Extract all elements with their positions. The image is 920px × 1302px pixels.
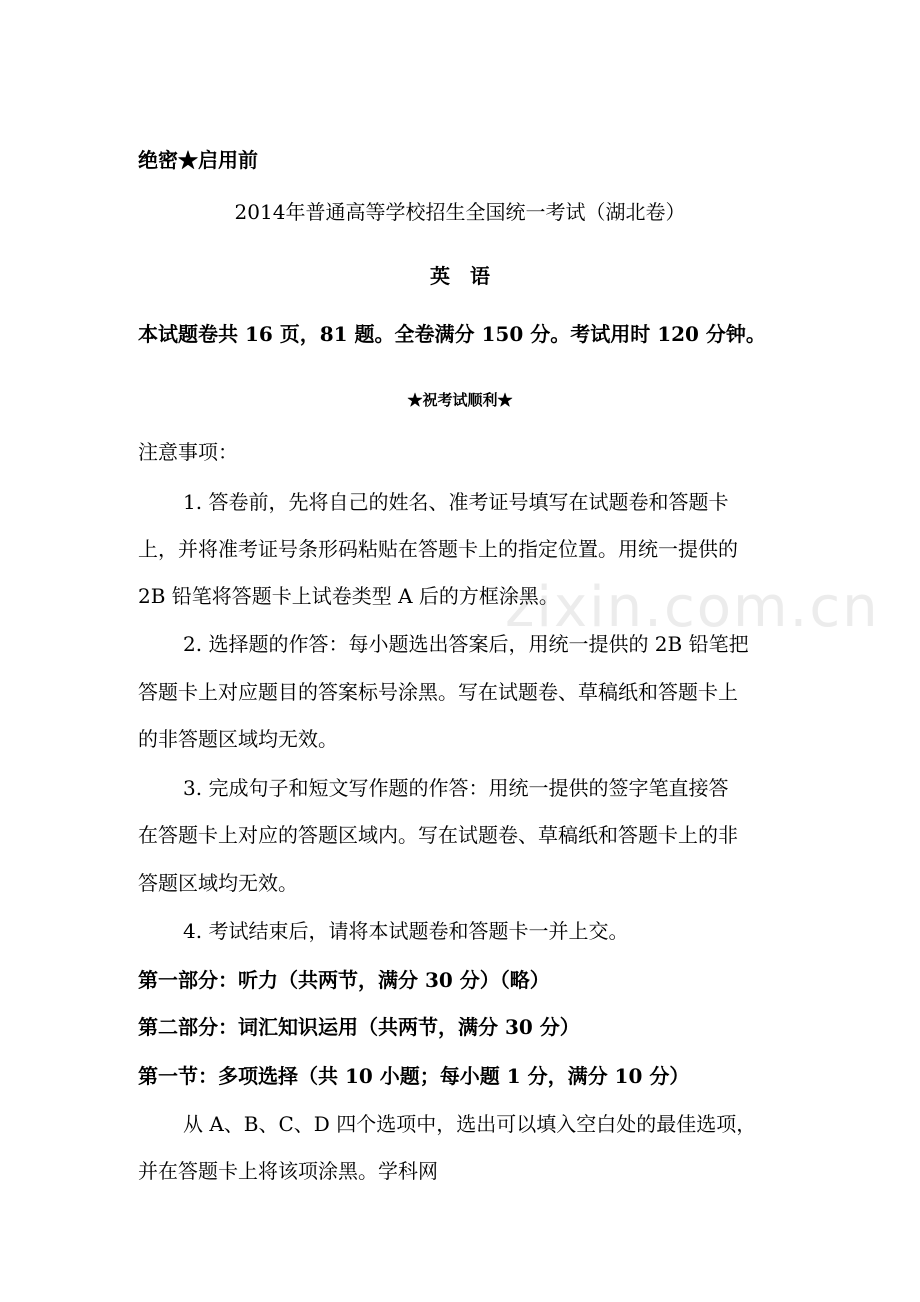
note-line: 1. 答卷前，先将自己的姓名、准考证号填写在试题卷和答题卡: [183, 490, 729, 514]
note-line: 2. 选择题的作答：每小题选出答案后，用统一提供的 2B 铅笔把: [183, 632, 749, 656]
notes-title: 注意事项：: [138, 440, 238, 464]
part-one-heading: 第一部分：听力（共两节，满分 30 分）（略）: [138, 968, 550, 992]
note-line: 的非答题区域均无效。: [138, 727, 338, 751]
note-line: 4. 考试结束后，请将本试题卷和答题卡一并上交。: [183, 919, 629, 943]
subject-heading: 英 语: [430, 264, 490, 288]
note-line: 2B 铅笔将答题卡上试卷类型 A 后的方框涂黑。: [138, 584, 559, 608]
exam-summary: 本试题卷共 16 页，81 题。全卷满分 150 分。考试用时 120 分钟。: [138, 322, 766, 346]
instruction-line: 并在答题卡上将该项涂黑。学科网: [138, 1159, 438, 1183]
note-line: 3. 完成句子和短文写作题的作答：用统一提供的签字笔直接答: [183, 776, 729, 800]
note-line: 答题区域均无效。: [138, 871, 298, 895]
section-one-heading: 第一节：多项选择（共 10 小题；每小题 1 分，满分 10 分）: [138, 1064, 690, 1088]
note-line: 上，并将准考证号条形码粘贴在答题卡上的指定位置。用统一提供的: [138, 537, 738, 561]
note-line: 答题卡上对应题目的答案标号涂黑。写在试题卷、草稿纸和答题卡上: [138, 680, 738, 704]
confidential-label: 绝密★启用前: [138, 148, 258, 172]
part-two-heading: 第二部分：词汇知识运用（共两节，满分 30 分）: [138, 1015, 580, 1039]
good-luck-banner: ★祝考试顺利★: [407, 391, 513, 409]
note-line: 在答题卡上对应的答题区域内。写在试题卷、草稿纸和答题卡上的非: [138, 823, 738, 847]
instruction-line: 从 A、B、C、D 四个选项中，选出可以填入空白处的最佳选项，: [183, 1112, 757, 1136]
exam-title: 2014年普通高等学校招生全国统一考试（湖北卷）: [234, 200, 686, 224]
watermark: zixin.com.cn: [505, 575, 880, 640]
